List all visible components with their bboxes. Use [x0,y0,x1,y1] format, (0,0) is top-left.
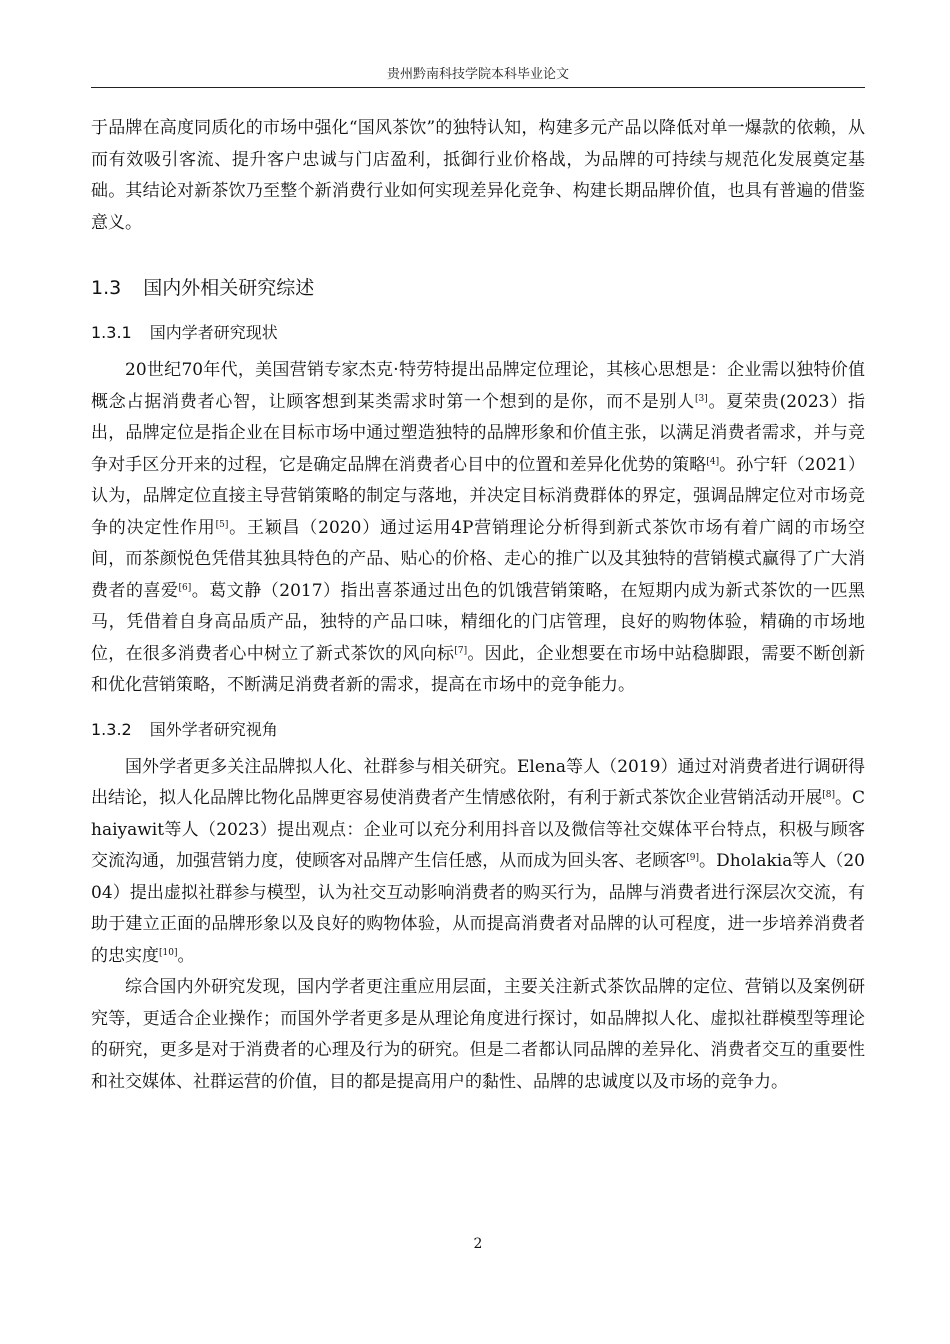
text-run: 。 [177,945,195,966]
citation-ref: [7] [454,645,468,656]
paragraph-domestic-research [91,355,865,702]
paragraph-foreign-research [91,752,865,973]
section-title: 国内外相关研究综述 [143,277,315,299]
paragraph-research-summary: 综合国内外研究发现，国内学者更注重应用层面，主要关注新式茶饮品牌的定位、营销以及案例研究等，更适合企业操作；而国外学者更多是从理论角度进行探讨，如品牌拟人化、虚拟社群模型等理论的研究，更多是对于消费者的心理及行为的研究。但是二者都认同品牌的差异化、消费者交互的重要性和社交媒体、社群运营的价值，目的都是提高用户的黏性、品牌的忠诚度以及市场的竞争力。 [91,977,865,1092]
section-number: 1.3 [91,277,122,299]
running-header: 贵州黔南科技学院本科毕业论文 [386,67,569,82]
subsection-title: 国外学者研究视角 [149,719,278,739]
header-divider [91,87,865,88]
citation-ref: [4] [706,456,720,467]
citation-ref: [9] [686,853,700,863]
text-run: 20世纪70年代，美国营销专家杰克·特劳特提出品牌定位理论，其核心思想是：企业需以独特价值概念占据消费者心智，让顾客想到某类需求时第一个想到的是你，而不是别人 [91,360,865,412]
subsection-number: 1.3.2 [91,719,132,739]
heading-section-1-3-1 [91,321,865,345]
citation-ref: [10] [159,947,178,958]
subsection-number: 1.3.1 [91,323,132,342]
document-body [91,113,865,1098]
text-run: 。Dholakia等人（2004）提出虚拟社群参与模型，认为社交互动影响消费者的购买行为，品牌与消费者进行深层次交流，有助于建立正面的品牌形象以及良好的购物体验，从而提高消费者对品牌的认可程度，进一步培养消费者的忠实度 [91,851,865,966]
text-run: 。葛文静（2017）指出喜茶通过出色的饥饿营销策略，在短期内成为新式茶饮的一匹黑马，凭借着自身高品质产品，独特的产品口味，精细化的门店管理，良好的购物体验，精确的市场地位，在很多消费者心中树立了新式茶饮的风向标 [91,580,865,664]
text-run: 。Chaiyawit等人（2023）提出观点：企业可以充分利用抖音以及微信等社交媒体平台特点，积极与顾客交流沟通，加强营销力度，使顾客对品牌产生信任感，从而成为回头客、老顾客 [91,788,866,871]
paragraph-section-1-2-conclusion: 于品牌在高度同质化的市场中强化“国风茶饮”的独特认知，构建多元产品以降低对单一爆款的依赖，从而有效吸引客流、提升客户忠诚与门店盈利，抵御行业价格战，为品牌的可持续与规范化发展奠定基础。其结论对新茶饮乃至整个新消费行业如何实现差异化竞争、构建长期品牌价值，也具有普遍的借鉴意义。 [91,118,865,233]
text-run: 。孙宁轩（2021）认为，品牌定位直接主导营销策略的制定与落地，并决定目标消费群体的界定，强调品牌定位对市场竞争的决定性作用 [91,454,866,538]
heading-section-1-3-2 [91,718,865,742]
text-run: 。夏荣贵(2023）指出，品牌定位是指企业在目标市场中通过塑造独特的品牌形象和价值主张，以满足消费者需求，并与竞争对手区分开来的过程，它是确定品牌在消费者心目中的位置和差异化优势的策略 [91,391,865,475]
citation-ref: [6] [178,582,192,593]
heading-section-1-3 [91,275,865,301]
subsection-title: 国内学者研究现状 [149,323,278,342]
citation-ref: [8] [822,790,835,800]
text-run: 国外学者更多关注品牌拟人化、社群参与相关研究。Elena等人（2019）通过对消费者进行调研得出结论，拟人化品牌比物化品牌更容易使消费者产生情感依附，有利于新式茶饮企业营销活动开展 [91,756,865,808]
citation-ref: [3] [695,393,708,404]
text-run: 。因此，企业想要在市场中站稳脚跟，需要不断创新和优化营销策略，不断满足消费者新的需求，提高在市场中的竞争能力。 [91,643,866,695]
page-number: 2 [473,1236,483,1252]
citation-ref: [5] [215,519,229,530]
text-run: 。王颖昌（2020）通过运用4P营销理论分析得到新式茶饮市场有着广阔的市场空间，而茶颜悦色凭借其独具特色的产品、贴心的价格、走心的推广以及其独特的营销模式赢得了广大消费者的喜爱 [91,517,865,601]
